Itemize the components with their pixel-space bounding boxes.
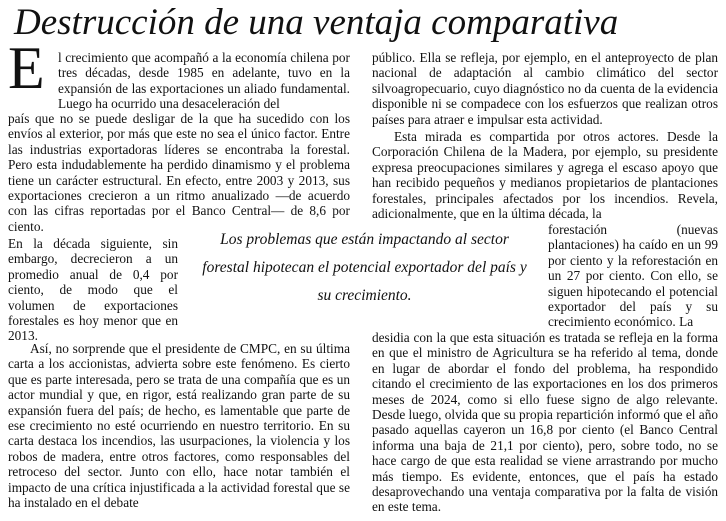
column1-paragraph-2: En la década siguiente, sin embargo, decrecieron a un promedio anual de 0,4 por ciento, de modo que el volumen de exportaciones forestales es hoy menor que en 2013. <box>8 236 178 344</box>
column2-paragraph-2-end: desidia con la que esta situación es tratada se refleja en la forma en que el ministro de Agricultura se ha referido al tema, donde en lugar de abordar el fondo del problema, ha respondido citando el crecimiento de las exportaciones en los dos primeros meses de 2024, como si ello fuese signo de algo relevante. Desde luego, olvida que su propia repartición informó que el año pasado aquellas cayeron un 16,8 por ciento (el Banco Central informa una baja de 21,1 por ciento), pero, sobre todo, no se hace cargo de que esta realidad se viene arrastrando por mucho más tiempo. Es evidente, entonces, que el país ha estado desaprovechando una ventaja comparativa por la falta de visión en este tema. <box>372 330 718 515</box>
headline: Destrucción de una ventaja comparativa <box>14 2 619 43</box>
column1-intro-text: l crecimiento que acompañó a la economía chilena por tres décadas, desde 1985 en adelante, tuvo en la expansión de las exportaciones un aliado fundamental. Luego ha ocurrido una desaceleración del <box>58 50 350 112</box>
pull-quote: Los problemas que están impactando al sector forestal hipotecan el potencial exportador del país y su crecimiento. <box>202 231 527 304</box>
column1-paragraph-1: país que no se puede desligar de la que ha sucedido con los envíos al exterior, por más que este no sea el único factor. Entre las industrias exportadoras líderes se encontraba la forestal. Pero esta indudablemente ha perdido dinamismo y el problema tiene un carácter estructural. En efecto, entre 2003 y 2013, sus exportaciones crecieron a un ritmo anualizado —de acuerdo con las cifras reportadas por el Banco Central— de 8,6 por ciento. <box>8 111 350 234</box>
drop-cap: E <box>8 35 45 101</box>
column2-paragraph-2: Esta mirada es compartida por otros actores. Desde la Corporación Chilena de la Madera, por ejemplo, su presidente expresa preocupaciones similares y agrega el escaso apoyo que han recibido pequeños y medianos propietarios de plantaciones forestales, principales afectados por los incendios. Revela, adicionalmente, que en la última década, la <box>372 129 718 222</box>
column2-paragraph-2-side: forestación (nuevas plantaciones) ha caído en un 99 por ciento y la reforestación en un 27 por ciento. Con ello, se siguen hipotecando el potencial exportador del país y su crecimiento económico. La <box>548 222 718 330</box>
column1-paragraph-3: Así, no sorprende que el presidente de CMPC, en su última carta a los accionistas, advierta sobre este fenómeno. Es cierto que es parte interesada, pero se trata de una compañía que es un actor mundial y que, en rigor, está realizando gran parte de su expansión fuera del país; de hecho, es lamentable que parte de ese crecimiento no esté ocurriendo en nuestro territorio. En su carta destaca los incendios, las usurpaciones, la violencia y los robos de madera, entre otros factores, como responsables del retroceso del sector. Junto con ello, hace notar también el impacto de una crítica injustificada a la actividad forestal que se ha instalado en el debate <box>8 341 350 511</box>
column2-paragraph-1: público. Ella se refleja, por ejemplo, en el anteproyecto de plan nacional de adaptación al cambio climático del sector silvoagropecuario, cuyo diagnóstico no da cuenta de la evidencia disponible ni se compadece con los esfuerzos que realizan otros países para atraer e impulsar esta actividad. <box>372 50 718 127</box>
